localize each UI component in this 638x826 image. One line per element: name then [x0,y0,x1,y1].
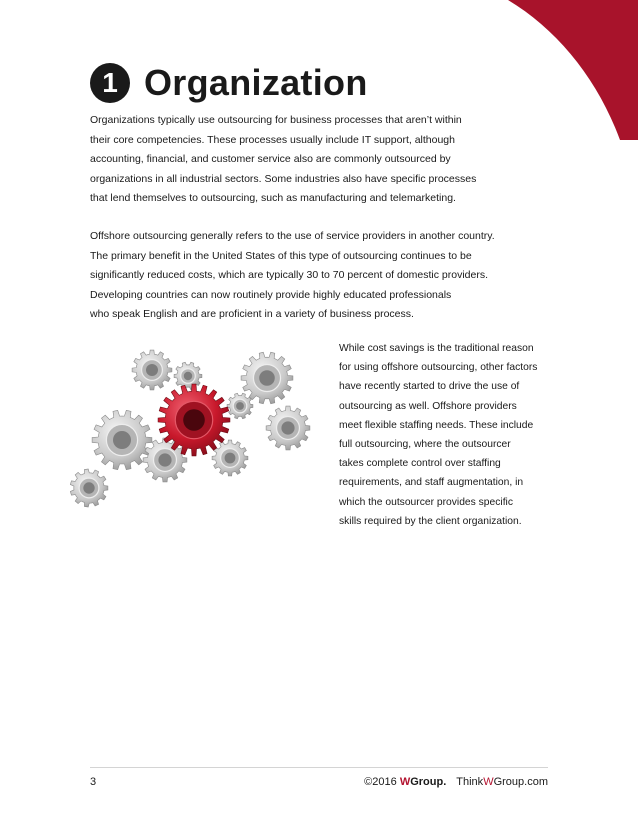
text-line: their core competencies. These processes usually include IT support, although [90,133,455,146]
section-number: 1 [102,67,118,98]
text-line: outsourcing as well. Offshore providers [339,400,517,412]
text-line: Offshore outsourcing generally refers to the use of service providers in another country. [90,230,495,242]
text-line: While cost savings is the traditional reason [339,343,534,354]
brand-rest: Group. [410,776,447,788]
text-line: for using offshore outsourcing, other factors [339,362,538,374]
text-line: which the outsourcer provides specific [339,496,513,508]
section-number-badge [90,63,130,103]
paragraph-other-factors [339,339,537,531]
text-line: that lend themselves to outsourcing, such as manufacturing and telemarketing. [90,192,456,204]
text-line: Developing countries can now routinely provide highly educated professionals [90,288,452,301]
gear-hole [183,409,205,431]
gear-hole [113,431,131,449]
text-line: have recently started to drive the use of [339,381,520,393]
text-line: significantly reduced costs, which are typically 30 to 70 percent of domestic providers. [90,269,489,281]
gear-hole [236,402,244,410]
text-line: full outsourcing, where the outsourcer [339,439,511,451]
gear-hole [281,421,294,434]
footer-divider [90,767,548,768]
paragraph-offshore [90,227,495,325]
footer-credits [364,776,548,788]
paragraph-outsourcing-intro [90,111,476,209]
text-line: who speak English and are proficient in a variety of business process. [90,308,414,320]
gear-hole [158,453,171,466]
text-line: organizations in all industrial sectors. Some industries also have specific processes [90,172,477,185]
text-line: requirements, and staff augmentation, in [339,477,524,489]
gear-hole [146,364,158,376]
brand-w: W [399,776,411,788]
text-line: Organizations typically use outsourcing for business processes that aren’t within [90,114,462,126]
copyright-year: 2016 [372,776,397,788]
footer-website [456,776,548,788]
site-w: W [483,776,494,788]
text-line: The primary benefit in the United States of this type of outsourcing continues to be [90,249,472,262]
copyright-symbol: © [364,776,373,788]
footer-brand [400,776,446,788]
gear-hole [83,482,94,493]
page-number: 3 [90,776,97,788]
site-prefix: Think [456,776,484,788]
section-heading [90,58,368,108]
section-title: Organization [144,62,368,103]
gear-hole [225,453,236,464]
gears-illustration [62,340,324,520]
text-line: accounting, financial, and customer service also are commonly outsourced by [90,153,451,165]
gear-hole [259,370,275,386]
text-line: meet flexible staffing needs. These include [339,419,534,431]
site-rest: Group.com [493,776,548,788]
gear-hole [184,372,192,380]
corner-ribbon [448,0,638,140]
text-line: takes complete control over staffing [339,458,501,470]
text-line: skills required by the client organization. [339,515,522,527]
